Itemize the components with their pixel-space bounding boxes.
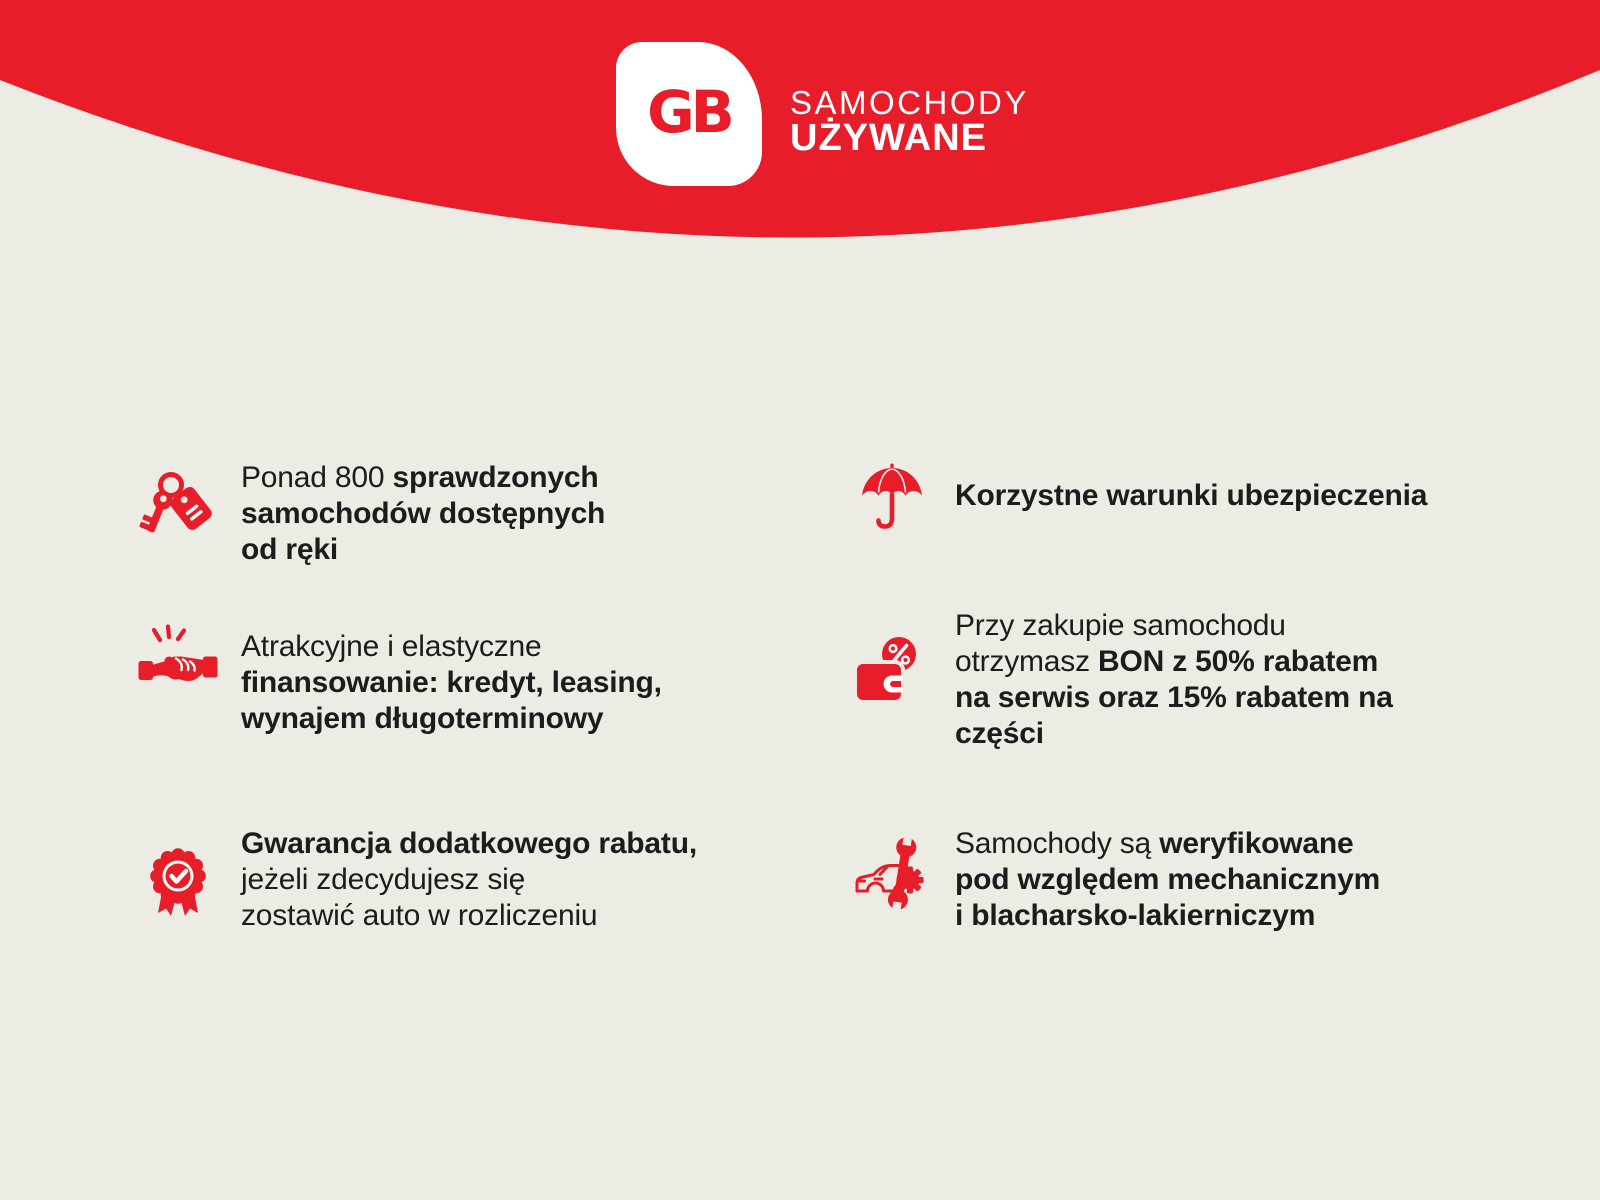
handshake-icon: [138, 624, 218, 704]
brand-text: [790, 86, 1029, 186]
car-service-icon: [852, 834, 932, 914]
feature-item: [138, 460, 605, 568]
feature-text: Korzystne warunki ubezpieczenia: [955, 479, 1428, 512]
feature-text: Przy zakupie samochodu otrzymasz BON z 50% rabatem na serwis oraz 15% rabatem na części: [955, 609, 1393, 750]
brand-line-1: SAMOCHODY: [790, 84, 1029, 121]
award-badge-icon: [138, 842, 218, 922]
feature-text: Ponad 800 sprawdzonych samochodów dostępnych od ręki: [241, 461, 606, 566]
logo-gb-monogram: GB: [647, 78, 731, 146]
brand: [616, 42, 1029, 186]
feature-item: [852, 606, 1393, 752]
feature-text: Samochody są weryfikowane pod względem mechanicznym i blacharsko-lakierniczym: [955, 827, 1381, 932]
feature-item: [138, 618, 662, 737]
feature-item: [138, 826, 697, 934]
wallet-discount-icon: [852, 634, 932, 714]
feature-item: [852, 824, 1380, 934]
feature-text: Gwarancja dodatkowego rabatu, jeżeli zdecydujesz się zostawić auto w rozliczeniu: [241, 827, 697, 932]
brand-logo: [616, 42, 762, 186]
key-tag-icon: [138, 468, 218, 548]
feature-item: [852, 460, 1427, 542]
umbrella-icon: [852, 462, 932, 542]
feature-text: Atrakcyjne i elastyczne finansowanie: kredyt, leasing, wynajem długoterminowy: [241, 630, 662, 735]
brand-line-2: UŻYWANE: [790, 117, 987, 159]
